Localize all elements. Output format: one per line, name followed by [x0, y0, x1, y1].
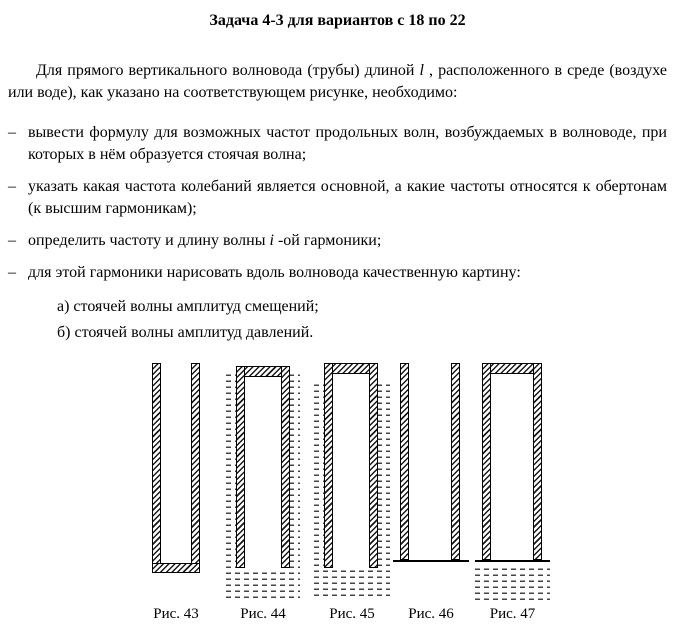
dash-marker: – [8, 232, 16, 249]
tube-right-wall [281, 366, 290, 568]
list-item [8, 176, 667, 220]
waveguide-figure-47 [482, 363, 542, 560]
dash-marker: – [8, 124, 16, 141]
water-region [475, 564, 550, 602]
sub-list [57, 294, 667, 346]
water-surface-line [475, 560, 550, 562]
tube-right-wall [451, 363, 460, 560]
tube-left-wall [324, 363, 333, 568]
intro-text-1: Для прямого вертикального волновода (трубы) длиной [36, 62, 420, 79]
task-list [8, 122, 667, 284]
list-item [8, 230, 667, 252]
waveguide-figure-46 [400, 363, 460, 560]
page-title: Задача 4-3 для вариантов с 18 по 22 [209, 12, 466, 29]
tube-left-wall [400, 363, 409, 560]
sub-item-b: б) стоячей волны амплитуд давлений. [57, 324, 314, 341]
figure-row [0, 358, 675, 628]
tube-bottom-cap [152, 563, 200, 573]
list-item-text: определить частоту и длину волны [28, 232, 270, 249]
ground-line [393, 560, 469, 562]
tube-right-wall [191, 363, 200, 573]
figure-caption: Рис. 44 [240, 606, 286, 622]
length-variable: l [419, 62, 424, 79]
waveguide-figure-43 [152, 363, 200, 573]
figure-caption: Рис. 45 [329, 606, 375, 622]
sub-item-a: а) стоячей волны амплитуд смещений; [57, 298, 319, 315]
tube-right-wall [533, 363, 542, 560]
intro-text-2: , расположенного в среде (воздухе или воде), как указано на соответствующем рисунке, необходимо: [8, 62, 667, 101]
tube-left-wall [482, 363, 491, 560]
list-item [8, 262, 667, 284]
dash-marker: – [8, 178, 16, 195]
waveguide-figure-44 [236, 366, 290, 568]
list-item [8, 122, 667, 166]
tube-right-wall [369, 363, 378, 568]
intro-paragraph [8, 60, 667, 104]
waveguide-figure-45 [324, 363, 378, 568]
list-item-text: для этой гармоники нарисовать вдоль волновода качественную картину: [28, 264, 521, 281]
list-item-text: -ой гармоники; [273, 232, 382, 249]
tube-left-wall [236, 366, 245, 568]
list-item-text: вывести формулу для возможных частот продольных волн, возбуждаемых в волноводе, при которых в нём образуется стоячая волна; [28, 124, 667, 163]
dash-marker: – [8, 264, 16, 281]
harmonic-variable: i [269, 232, 274, 249]
tube-left-wall [152, 363, 161, 573]
list-item-text: указать какая частота колебаний является основной, а какие частоты относятся к обертонам (к высшим гармоникам); [28, 178, 667, 217]
figure-caption: Рис. 43 [153, 606, 199, 622]
figure-caption: Рис. 46 [408, 606, 454, 622]
figure-caption: Рис. 47 [489, 606, 536, 622]
